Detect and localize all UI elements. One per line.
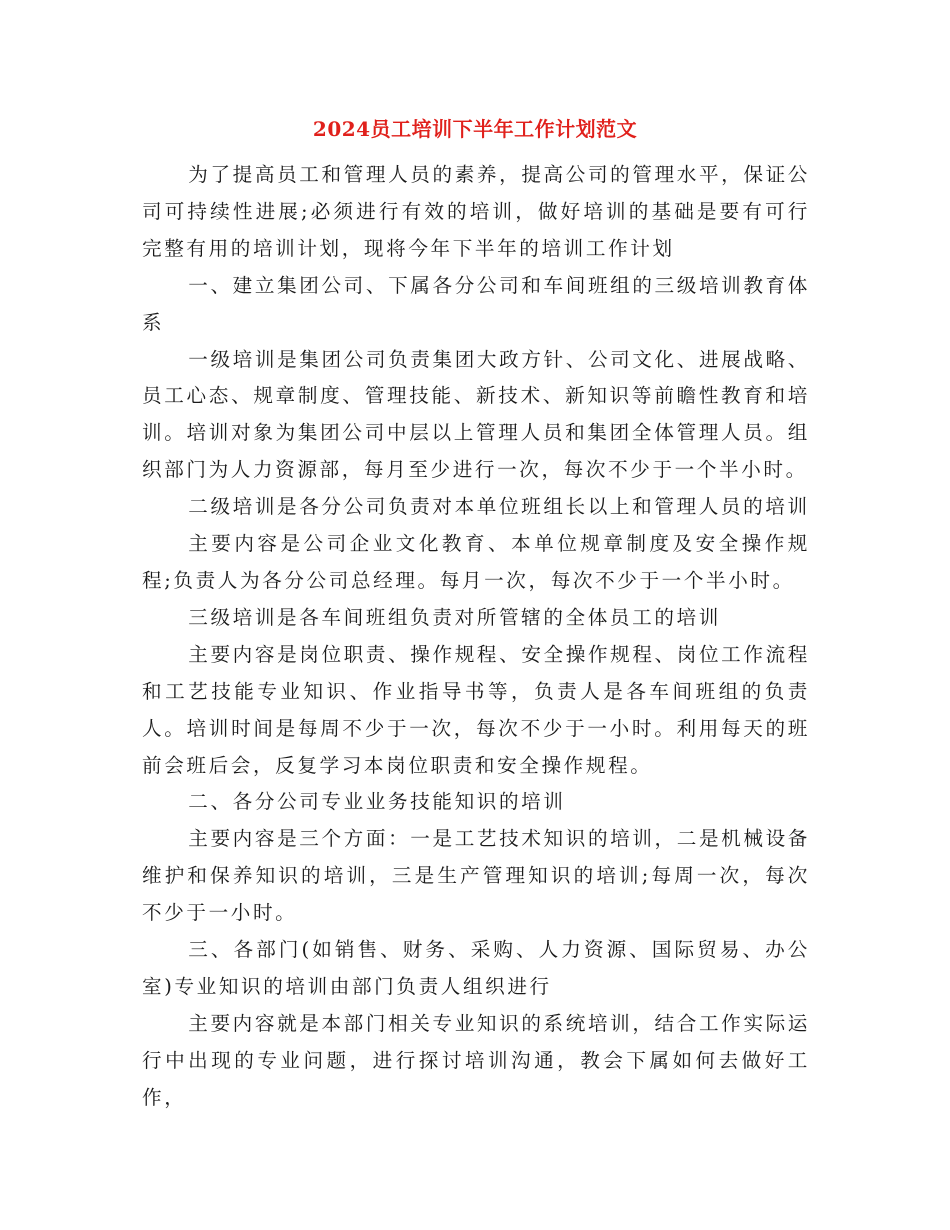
document-title: 2024员工培训下半年工作计划范文 xyxy=(312,117,638,141)
paragraph-section-1-heading: 一、建立集团公司、下属各分公司和车间班组的三级培训教育体系 xyxy=(142,273,810,334)
paragraph-level-1-training: 一级培训是集团公司负责集团大政方针、公司文化、进展战略、员工心态、规章制度、管理技能、新技术、新知识等前瞻性教育和培训。培训对象为集团公司中层以上管理人员和集团全体管理人员。组织部门为人力资源部，每月至少进行一次，每次不少于一个半小时。 xyxy=(142,347,810,482)
paragraph-level-2-content: 主要内容是公司企业文化教育、本单位规章制度及安全操作规程;负责人为各分公司总经理。每月一次，每次不少于一个半小时。 xyxy=(142,532,810,592)
paragraph-level-2-training: 二级培训是各分公司负责对本单位班组长以上和管理人员的培训 xyxy=(188,495,810,519)
paragraph-intro: 为了提高员工和管理人员的素养，提高公司的管理水平，保证公司可持续性进展;必须进行有效的培训，做好培训的基础是要有可行完整有用的培训计划，现将今年下半年的培训工作计划 xyxy=(142,163,810,260)
paragraph-section-2-heading: 二、各分公司专业业务技能知识的培训 xyxy=(188,790,566,814)
paragraph-level-3-training: 三级培训是各车间班组负责对所管辖的全体员工的培训 xyxy=(188,605,721,629)
paragraph-section-3-heading: 三、各部门(如销售、财务、采购、人力资源、国际贸易、办公室)专业知识的培训由部门负责人组织进行 xyxy=(142,938,810,998)
paragraph-section-3-content: 主要内容就是本部门相关专业知识的系统培训，结合工作实际运行中出现的专业问题，进行探讨培训沟通，教会下属如何去做好工作， xyxy=(142,1011,810,1109)
paragraph-level-3-content: 主要内容是岗位职责、操作规程、安全操作规程、岗位工作流程和工艺技能专业知识、作业指导书等，负责人是各车间班组的负责人。培训时间是每周不少于一次，每次不少于一小时。利用每天的班前会班后会，反复学习本岗位职责和安全操作规程。 xyxy=(142,642,810,777)
paragraph-section-2-content: 主要内容是三个方面：一是工艺技术知识的培训，二是机械设备维护和保养知识的培训，三是生产管理知识的培训;每周一次，每次不少于一小时。 xyxy=(142,827,810,925)
document-body xyxy=(142,157,810,1117)
